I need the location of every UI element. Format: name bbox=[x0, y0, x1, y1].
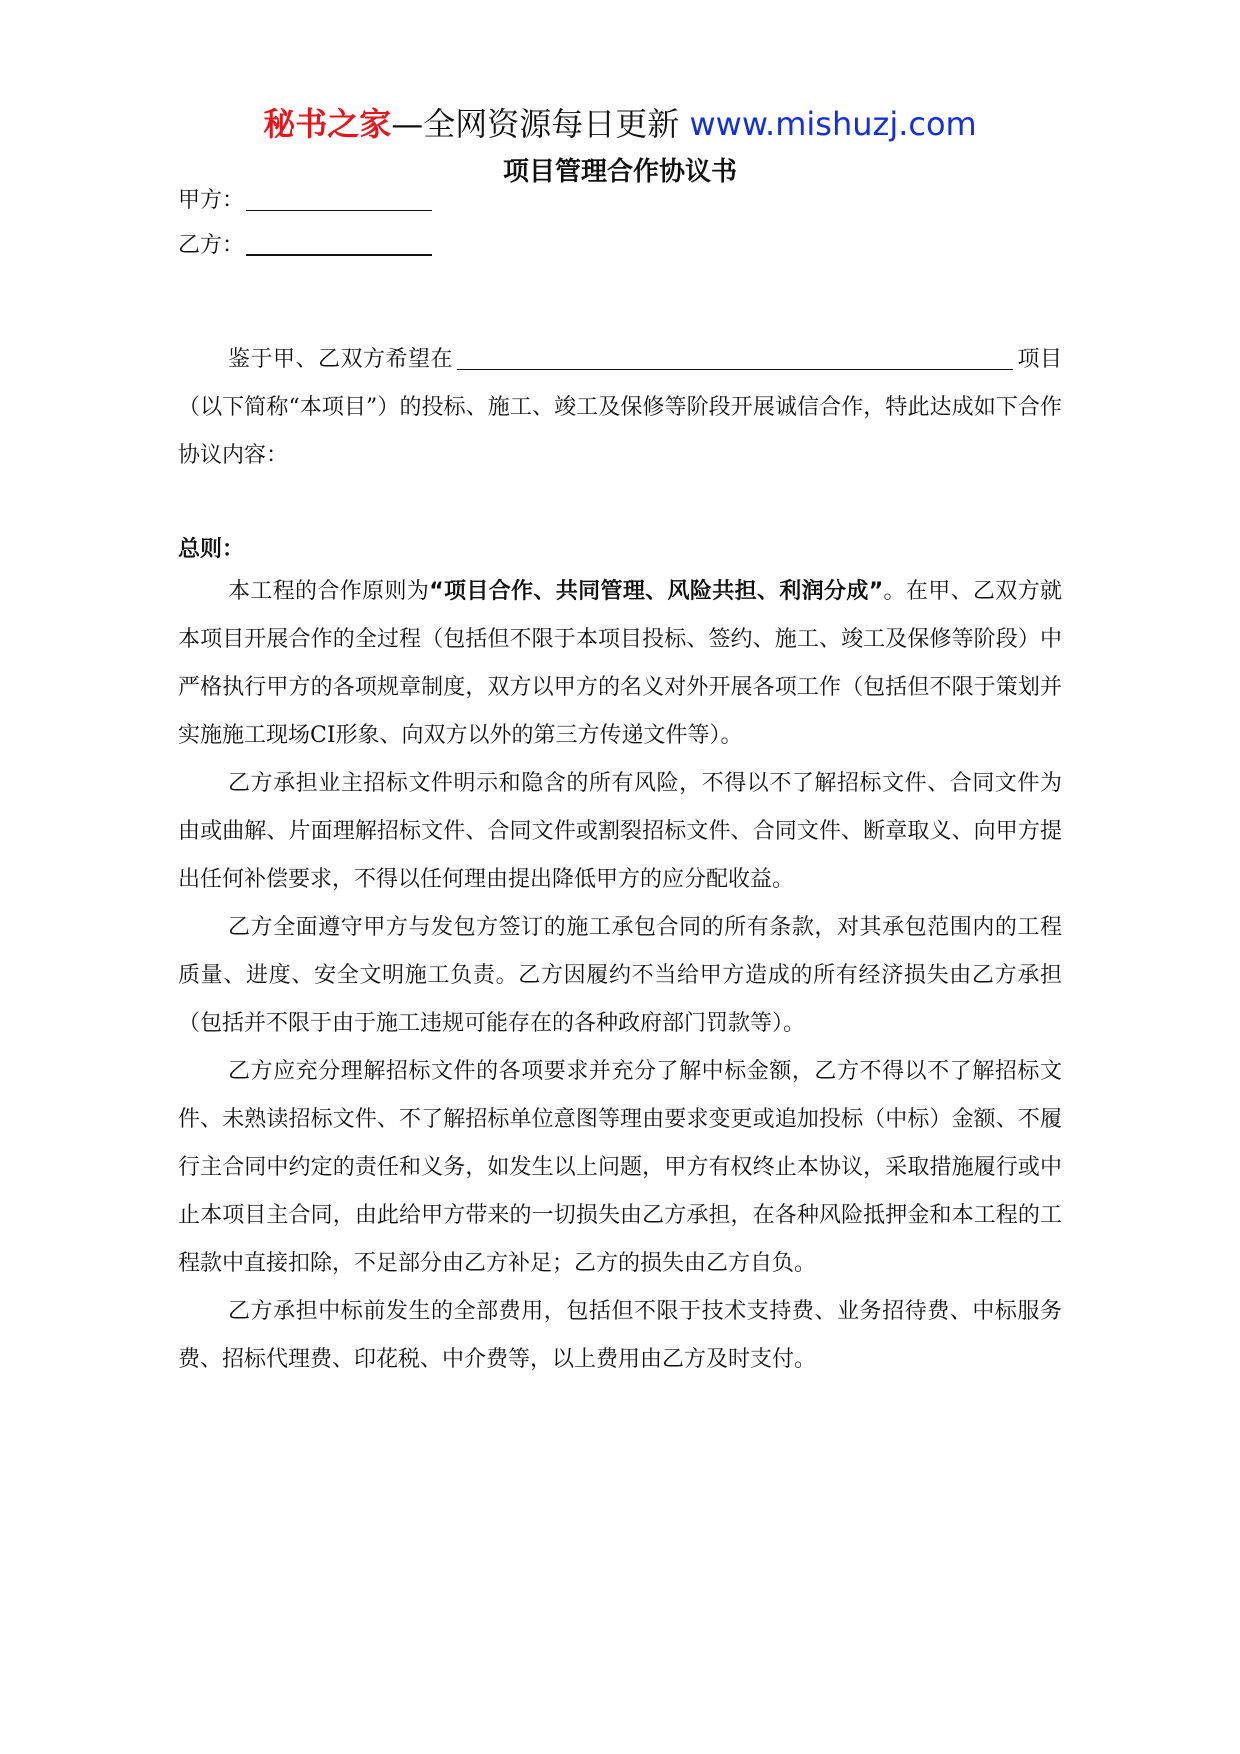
party-b-blank bbox=[246, 228, 432, 256]
clause-compliance: 乙方全面遵守甲方与发包方签订的施工承包合同的所有条款，对其承包范围内的工程质量、进度、安全文明施工负责。乙方因履约不当给甲方造成的所有经济损失由乙方承担（包括并不限于由于施工违规可能存在的各种政府部门罚款等）。 bbox=[178, 915, 1062, 1036]
intro-text-start: 鉴于甲、乙双方希望在 bbox=[228, 347, 453, 372]
party-a-line bbox=[178, 183, 432, 219]
principle-lead: 本工程的合作原则为 bbox=[228, 579, 430, 604]
party-b-line bbox=[178, 228, 432, 264]
party-a-blank bbox=[246, 184, 432, 211]
clause-risk: 乙方承担业主招标文件明示和隐含的所有风险，不得以不了解招标文件、合同文件为由或曲解、片面理解招标文件、合同文件或割裂招标文件、合同文件、断章取义、向甲方提出任何补偿要求，不得以任何理由提出降低甲方的应分配收益。 bbox=[178, 771, 1062, 892]
project-name-blank bbox=[457, 343, 1013, 370]
brand-name: 秘书之家 bbox=[263, 105, 392, 143]
intro-text-end: 项目（以下简称“本项目”）的投标、施工、竣工及保修等阶段开展诚信合作，特此达成如下合作协议内容： bbox=[178, 347, 1062, 468]
party-a-label: 甲方： bbox=[178, 188, 245, 213]
site-url-link[interactable]: www.mishuzj.com bbox=[689, 105, 977, 143]
principle-rest: 。在甲、乙双方就本项目开展合作的全过程（包括但不限于本项目投标、签约、施工、竣工及保修等阶段）中严格执行甲方的各项规章制度，双方以甲方的名义对外开展各项工作（包括但不限于策划并实施施工现场CI形象、向双方以外的第三方传递文件等）。 bbox=[178, 579, 1062, 748]
site-banner bbox=[0, 100, 1240, 148]
principle-emphasis: “项目合作、共同管理、风险共担、利润分成” bbox=[429, 579, 884, 604]
clause-bid-understanding: 乙方应充分理解招标文件的各项要求并充分了解中标金额，乙方不得以不了解招标文件、未熟读招标文件、不了解招标单位意图等理由要求变更或追加投标（中标）金额、不履行主合同中约定的责任和义务，如发生以上问题，甲方有权终止本协议，采取措施履行或中止本项目主合同，由此给甲方带来的一切损失由乙方承担，在各种风险抵押金和本工程的工程款中直接扣除，不足部分由乙方补足；乙方的损失由乙方自负。 bbox=[178, 1059, 1062, 1276]
clause-pre-bid-costs: 乙方承担中标前发生的全部费用，包括但不限于技术支持费、业务招待费、中标服务费、招标代理费、印花税、中介费等，以上费用由乙方及时支付。 bbox=[178, 1299, 1062, 1372]
intro-paragraph bbox=[178, 336, 1062, 480]
general-clauses bbox=[178, 568, 1062, 1384]
document-title: 项目管理合作协议书 bbox=[502, 157, 737, 187]
section-heading-general: 总则： bbox=[178, 537, 245, 562]
party-b-label: 乙方： bbox=[178, 233, 245, 258]
clause-principle bbox=[178, 568, 1062, 760]
banner-tagline: —全网资源每日更新 bbox=[391, 105, 690, 143]
